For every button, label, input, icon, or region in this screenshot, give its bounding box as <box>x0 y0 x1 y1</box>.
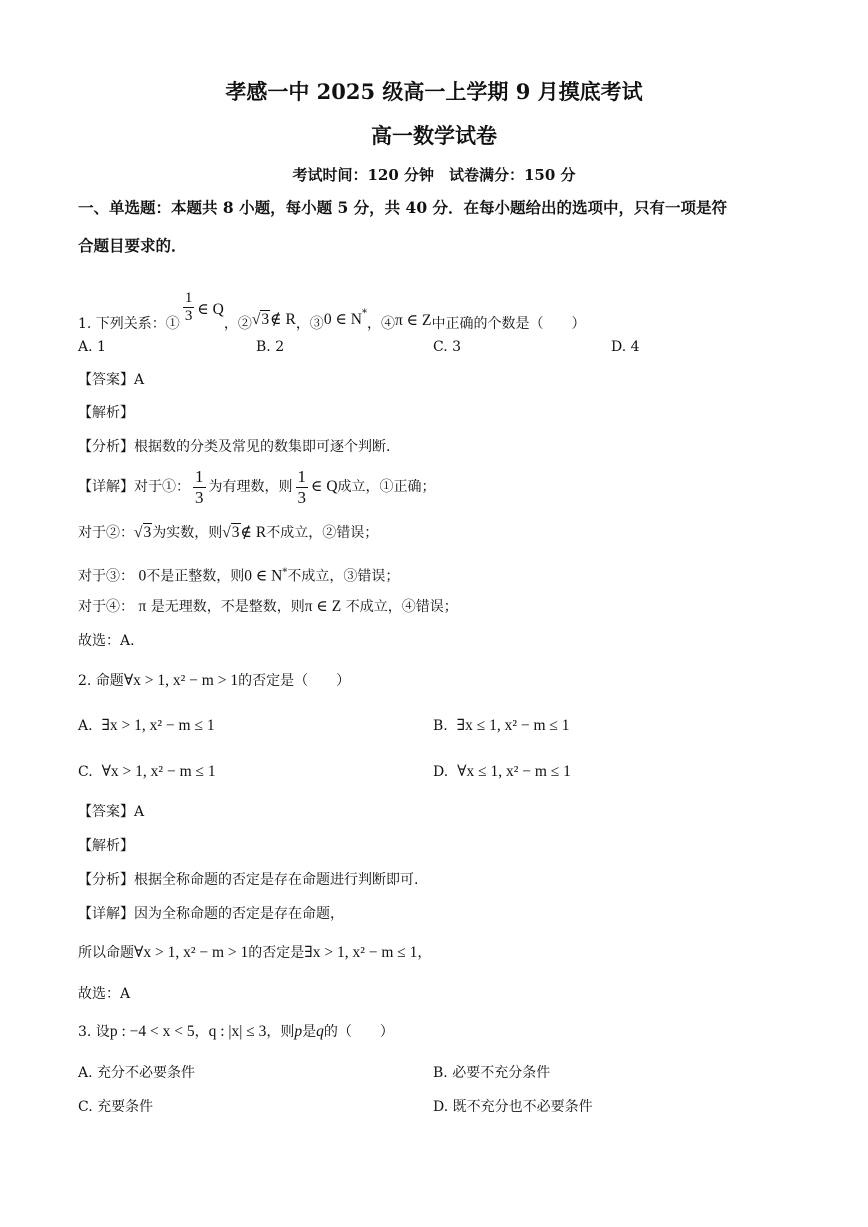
q2-expr: ∀x > 1, x² − m > 1 <box>123 672 239 689</box>
detail-fraction-2: $\frac{1}{3}$ <box>297 466 306 507</box>
exam-meta: 考试时间：120 分钟 试卷满分：150 分 <box>292 166 576 184</box>
exam-title: 孝感一中 2025 级高一上学期 9 月摸底考试 <box>225 79 643 104</box>
section-heading-line1: 一、单选题：本题共 8 小题，每小题 5 分，共 40 分．在每小题给出的选项中，只有一项是符 <box>78 198 728 217</box>
q1-answer: 【答案】A <box>78 372 145 388</box>
q3-option-c: C. 充要条件 <box>78 1099 154 1115</box>
q1-option-d: D. 4 <box>611 339 640 355</box>
q2-fenxi: 【分析】根据全称命题的否定是存在命题进行判断即可. <box>78 872 419 888</box>
q1-detail-1: 【详解】对于①： $\frac{1}{3}$ 为有理数，则 $\frac{1}{3}$ ∈ Q成立，①正确； <box>78 466 436 507</box>
q1-sep3: ，③ <box>295 316 324 332</box>
q3-p: p : −4 < x < 5 <box>109 1023 195 1040</box>
section-heading-line2: 合题目要求的． <box>78 236 187 255</box>
exam-subject: 高一数学试卷 <box>371 123 497 148</box>
question-2: 2. 命题∀x > 1, x² − m > 1的否定是（ ） <box>78 672 351 689</box>
q1-option-a: A. 1 <box>78 339 106 355</box>
q2-option-c: C. ∀x > 1, x² − m ≤ 1 <box>78 763 216 780</box>
q1-fenxi: 【分析】根据数的分类及常见的数集即可逐个判断. <box>78 439 391 455</box>
q1-analysis: 【解析】 <box>78 405 134 421</box>
q1-sep4: ，④ <box>366 316 395 332</box>
detail-sqrt-1: √3 <box>134 524 152 541</box>
q1-option-c: C. 3 <box>433 339 462 355</box>
q1-option-b: B. 2 <box>256 339 285 355</box>
q2-option-a: A. ∃x > 1, x² − m ≤ 1 <box>78 717 215 734</box>
q1-rel2: ∉ R <box>270 311 296 328</box>
q1-rel4: π ∈ Z <box>394 312 432 329</box>
q3-option-d: D. 既不充分也不必要条件 <box>433 1099 593 1115</box>
q2-choose: 故选：A <box>78 986 131 1002</box>
question-3: 3. 设p : −4 < x < 5，q : |x| ≤ 3，则p是q的（ ） <box>78 1023 394 1040</box>
question-1 <box>78 290 586 342</box>
q1-choose: 故选：A. <box>78 633 135 649</box>
q1-sqrt: √3 <box>251 311 270 328</box>
q2-analysis: 【解析】 <box>78 838 134 854</box>
q2-detail-1: 【详解】因为全称命题的否定是存在命题， <box>78 906 344 922</box>
q1-sep2: ，② <box>223 316 252 332</box>
q2-detail-2: 所以命题∀x > 1, x² − m > 1的否定是∃x > 1, x² − m ≤ 1， <box>78 944 432 961</box>
q1-star: * <box>361 308 367 319</box>
q1-detail-3: 对于③： 0不是正整数，则0 ∈ N*不成立，③错误； <box>78 567 400 585</box>
q2-option-b: B. ∃x ≤ 1, x² − m ≤ 1 <box>433 717 570 734</box>
detail-sqrt-2: √3 <box>222 524 240 541</box>
detail-fraction-1: $\frac{1}{3}$ <box>195 466 204 507</box>
q1-detail-4: 对于④： π 是无理数，不是整数，则π ∈ Z 不成立，④错误； <box>78 598 458 615</box>
q2-answer: 【答案】A <box>78 804 145 820</box>
q1-detail-2: 对于②：√3为实数，则√3∉ R不成立，②错误； <box>78 524 379 541</box>
q3-option-a: A. 充分不必要条件 <box>78 1065 196 1081</box>
q1-tail: 中正确的个数是（ ） <box>431 316 586 332</box>
q1-rel1: ∈ Q <box>197 301 224 318</box>
q1-fraction: $\frac{1}{3}$ <box>184 290 193 324</box>
q2-option-d: D. ∀x ≤ 1, x² − m ≤ 1 <box>433 763 571 780</box>
q3-option-b: B. 必要不充分条件 <box>433 1065 551 1081</box>
q3-q: q : |x| ≤ 3 <box>208 1023 267 1040</box>
q1-rel3: 0 ∈ N <box>323 311 362 328</box>
q1-lead: 1. 下列关系：① <box>78 316 180 332</box>
